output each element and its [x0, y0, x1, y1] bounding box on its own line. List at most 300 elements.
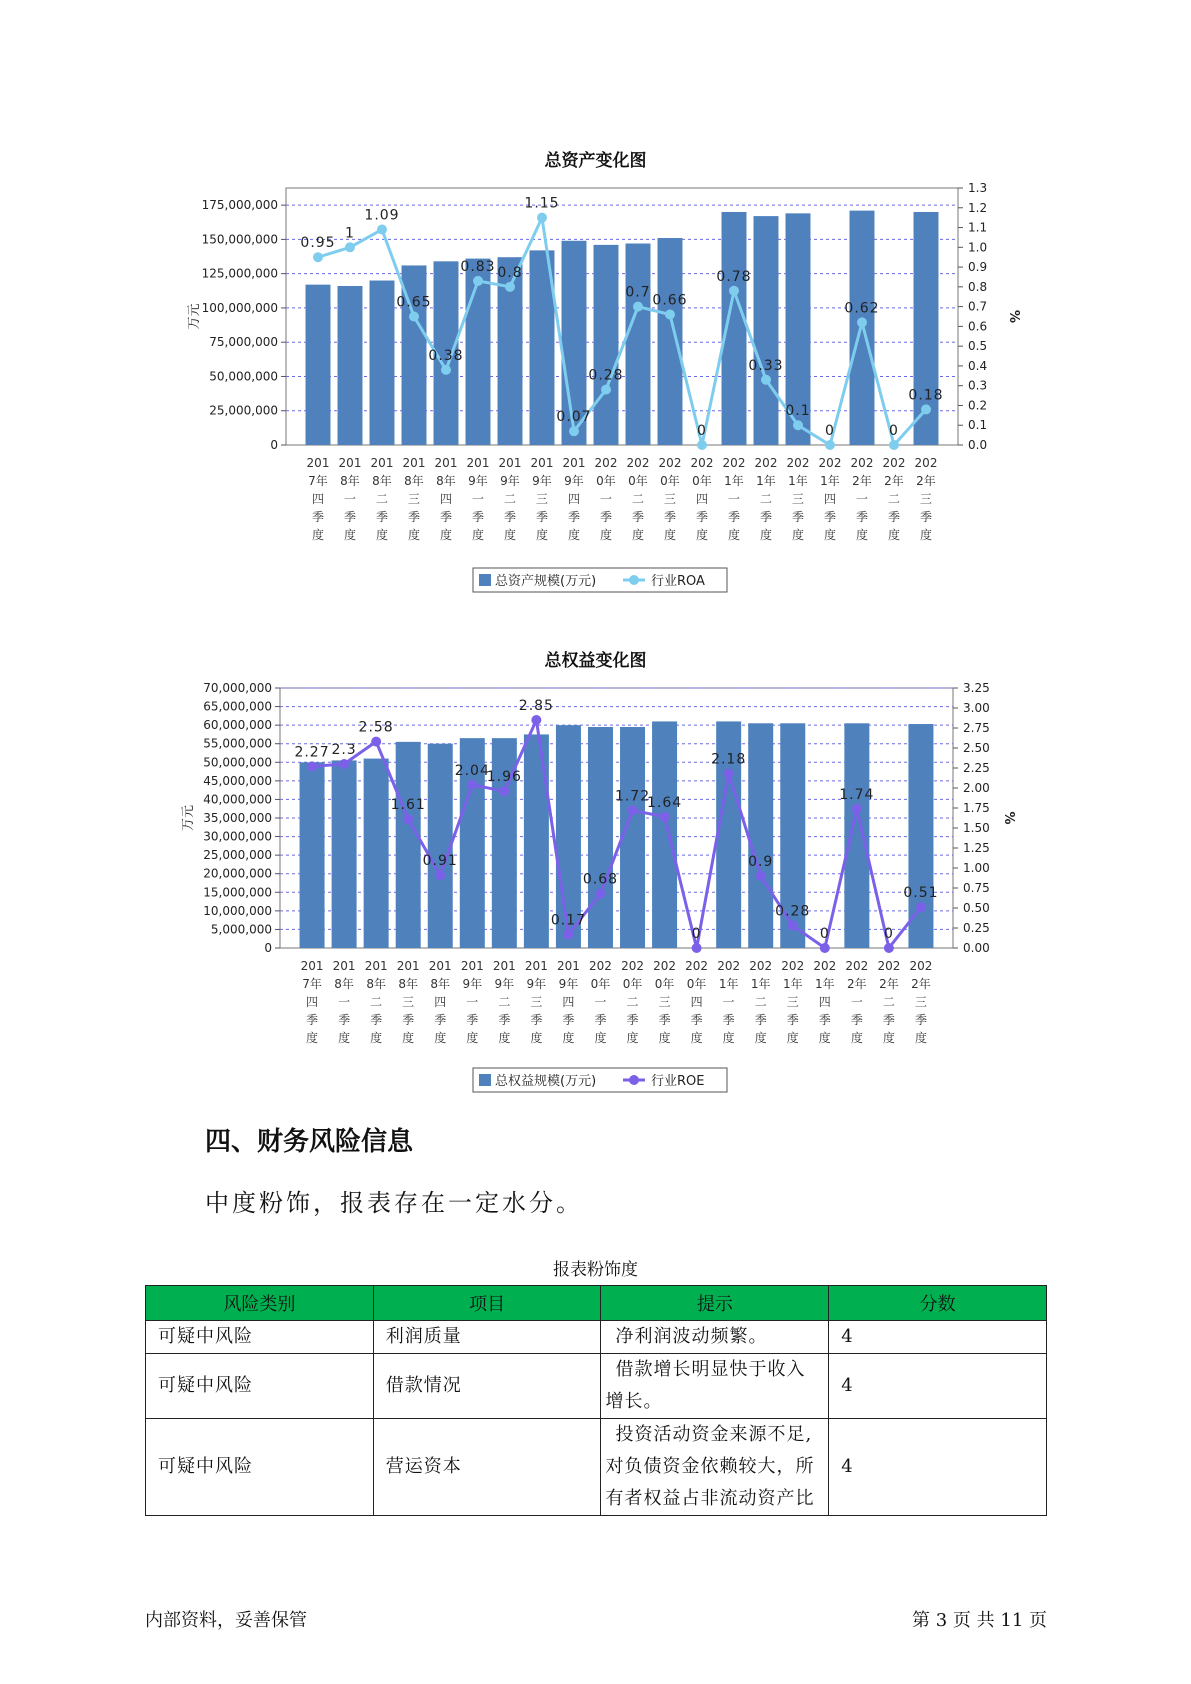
y2-tick-label: 0.75: [963, 881, 990, 895]
x-tick-label: 度: [407, 528, 421, 542]
table-cell: 借款增长明显快于收入增长。: [601, 1354, 829, 1419]
table-header-cell: 项目: [373, 1286, 601, 1321]
x-tick-label: 9年: [526, 977, 547, 991]
line-point: [761, 375, 771, 385]
line-point: [729, 286, 739, 296]
x-tick-label: 8年: [372, 474, 392, 488]
x-tick-label: 202: [882, 456, 906, 470]
y-tick-label: 15,000,000: [203, 885, 272, 900]
y2-tick-label: 1.0: [968, 240, 988, 255]
x-tick-label: 季: [338, 1013, 351, 1027]
x-tick-label: 7年: [302, 977, 322, 991]
x-tick-label: 9年: [564, 474, 584, 488]
x-tick-label: 四: [695, 492, 709, 506]
y2-tick-label: 1.75: [963, 801, 990, 815]
table-row: [146, 1419, 1047, 1516]
x-tick-label: 度: [311, 528, 325, 542]
y2-tick-label: 2.25: [963, 761, 990, 775]
x-tick-label: 二: [370, 995, 383, 1009]
table-header-cell: 分数: [829, 1286, 1047, 1321]
x-tick-label: 一: [594, 995, 607, 1009]
x-tick-label: 202: [845, 959, 869, 973]
x-tick-label: 7年: [308, 474, 328, 488]
data-label: 0.8: [497, 264, 523, 281]
x-tick-label: 201: [402, 456, 426, 470]
x-tick-label: 度: [530, 1031, 543, 1045]
data-label: 0.68: [582, 871, 619, 888]
x-tick-label: 三: [791, 492, 805, 506]
x-tick-label: 季: [311, 510, 325, 524]
data-label: 0.51: [903, 885, 939, 902]
data-label: 1.64: [646, 794, 683, 811]
legend-line-marker: [629, 1075, 639, 1085]
line-point: [563, 929, 573, 939]
x-tick-label: 二: [887, 492, 901, 506]
x-tick-label: 季: [658, 1013, 671, 1027]
x-tick-label: 度: [914, 1031, 927, 1045]
x-tick-label: 202: [626, 456, 650, 470]
bar: [396, 742, 421, 948]
table-header-cell: 提示: [601, 1286, 829, 1321]
data-label: 2.04: [454, 762, 490, 779]
x-tick-label: 度: [786, 1031, 799, 1045]
x-tick-label: 季: [690, 1013, 703, 1027]
x-tick-label: 三: [402, 995, 415, 1009]
x-tick-label: 季: [882, 1013, 895, 1027]
x-tick-label: 度: [498, 1031, 511, 1045]
y2-tick-label: 1.50: [963, 821, 990, 835]
x-tick-label: 季: [695, 510, 709, 524]
x-tick-label: 三: [919, 492, 933, 506]
x-tick-label: 一: [722, 995, 735, 1009]
y-tick-label: 10,000,000: [203, 903, 272, 918]
legend-line-label: 行业ROE: [651, 1074, 705, 1089]
x-tick-label: 季: [722, 1013, 735, 1027]
y2-tick-label: 1.1: [968, 220, 988, 235]
y-tick-label: 50,000,000: [209, 369, 278, 384]
y2-tick-label: 0.3: [968, 378, 988, 393]
x-tick-label: 三: [914, 995, 927, 1009]
x-tick-label: 二: [375, 492, 389, 506]
line-point: [884, 943, 894, 953]
x-tick-label: 度: [722, 1031, 735, 1045]
x-tick-label: 四: [823, 492, 837, 506]
line-point: [467, 780, 477, 790]
x-tick-label: 季: [503, 510, 517, 524]
x-tick-label: 季: [370, 1013, 383, 1027]
x-tick-label: 季: [791, 510, 805, 524]
data-label: 0: [819, 926, 830, 942]
line-point: [473, 276, 483, 286]
x-tick-label: 1年: [788, 474, 808, 488]
x-tick-label: 度: [663, 528, 677, 542]
x-tick-label: 一: [599, 492, 613, 506]
y2-tick-label: 2.50: [963, 741, 990, 755]
x-tick-label: 0年: [686, 977, 707, 991]
x-tick-label: 201: [562, 456, 586, 470]
y2-tick-label: 0.4: [968, 358, 988, 373]
x-tick-label: 度: [850, 1031, 863, 1045]
table-row: [146, 1354, 1047, 1419]
x-tick-label: 201: [530, 456, 554, 470]
y2-axis-label: %: [1001, 811, 1016, 825]
x-tick-label: 202: [850, 456, 874, 470]
y-tick-label: 5,000,000: [210, 922, 272, 937]
line-point: [307, 761, 317, 771]
data-label: 0: [825, 423, 835, 439]
chart-equity: [0, 670, 1191, 1110]
x-tick-label: 季: [306, 1013, 319, 1027]
line-point: [371, 737, 381, 747]
x-tick-label: 季: [466, 1013, 479, 1027]
bar: [338, 286, 363, 445]
x-tick-label: 度: [471, 528, 485, 542]
x-tick-label: 度: [439, 528, 453, 542]
x-tick-label: 季: [663, 510, 677, 524]
x-tick-label: 二: [754, 995, 767, 1009]
y2-tick-label: 1.00: [963, 861, 990, 875]
y-tick-label: 35,000,000: [203, 811, 272, 825]
chart-title-equity: 总权益变化图: [544, 651, 647, 671]
x-tick-label: 二: [759, 492, 773, 506]
line-point: [339, 759, 349, 769]
x-tick-label: 度: [562, 1031, 575, 1045]
x-tick-label: 度: [375, 528, 389, 542]
x-tick-label: 季: [818, 1013, 831, 1027]
risk-table: [145, 1285, 1047, 1516]
x-tick-label: 8年: [430, 977, 451, 991]
x-tick-label: 季: [631, 510, 645, 524]
line-point: [852, 804, 862, 814]
line-point: [537, 213, 547, 223]
x-tick-label: 1年: [718, 977, 739, 991]
line-point: [499, 786, 509, 796]
data-label: 0.9: [748, 854, 774, 870]
y2-tick-label: 0.0: [968, 438, 988, 452]
x-tick-label: 9年: [532, 474, 552, 488]
x-tick-label: 9年: [558, 977, 579, 991]
x-tick-label: 202: [877, 959, 901, 973]
bar: [594, 245, 619, 445]
data-label: 0: [889, 423, 899, 439]
x-tick-label: 8年: [436, 474, 456, 488]
line-point: [377, 225, 387, 235]
line-point: [628, 805, 638, 815]
x-tick-label: 1年: [782, 977, 803, 991]
x-tick-label: 202: [653, 959, 677, 973]
x-tick-label: 202: [749, 959, 773, 973]
x-tick-label: 度: [402, 1031, 415, 1045]
x-tick-label: 2年: [852, 474, 872, 488]
data-label: 0.78: [716, 268, 752, 285]
x-tick-label: 202: [909, 959, 933, 973]
bar: [658, 238, 683, 445]
x-tick-label: 季: [375, 510, 389, 524]
x-tick-label: 202: [818, 456, 842, 470]
bar: [748, 723, 773, 948]
x-tick-label: 度: [658, 1031, 671, 1045]
x-tick-label: 201: [466, 456, 490, 470]
y2-tick-label: 2.75: [963, 721, 990, 735]
y-tick-label: 0: [264, 941, 272, 955]
data-label: 1: [345, 225, 355, 242]
y2-tick-label: 0.1: [968, 418, 988, 433]
data-label: 0.17: [550, 912, 587, 929]
y2-tick-label: 0.9: [968, 260, 988, 275]
table-cell: 借款情况: [373, 1354, 601, 1419]
x-tick-label: 二: [631, 492, 645, 506]
bar: [428, 744, 453, 948]
legend-bar-swatch: [479, 574, 491, 586]
x-tick-label: 8年: [366, 977, 386, 991]
x-tick-label: 度: [882, 1031, 895, 1045]
x-tick-label: 季: [343, 510, 357, 524]
y-tick-label: 150,000,000: [201, 232, 278, 247]
x-tick-label: 季: [855, 510, 869, 524]
x-tick-label: 202: [589, 959, 612, 973]
x-tick-label: 一: [466, 995, 479, 1009]
x-tick-label: 9年: [500, 474, 520, 488]
bar: [844, 723, 869, 948]
data-label: 0.38: [428, 347, 464, 364]
y2-tick-label: 0.7: [968, 299, 988, 314]
x-tick-label: 1年: [724, 474, 744, 488]
x-tick-label: 季: [402, 1013, 415, 1027]
chart-title-assets: 总资产变化图: [544, 151, 647, 171]
data-label: 0.18: [908, 387, 944, 404]
data-label: 0.95: [300, 235, 336, 252]
x-tick-label: 201: [306, 456, 330, 470]
x-tick-label: 季: [919, 510, 933, 524]
table-cell: 4: [829, 1419, 1047, 1516]
x-tick-label: 一: [855, 492, 869, 506]
data-label: 1.96: [486, 769, 522, 786]
bar: [524, 734, 549, 948]
x-tick-label: 四: [690, 995, 703, 1009]
table-caption: 报表粉饰度: [553, 1260, 638, 1280]
x-tick-label: 9年: [462, 977, 483, 991]
data-label: 0.66: [652, 292, 688, 309]
x-tick-label: 201: [338, 456, 362, 470]
x-tick-label: 度: [503, 528, 517, 542]
bar: [306, 285, 331, 445]
bar: [370, 281, 395, 445]
data-label: 2.3: [331, 742, 357, 758]
y2-tick-label: 3.25: [963, 681, 990, 695]
y2-tick-label: 0.2: [968, 398, 988, 413]
bar: [652, 721, 677, 948]
line-point: [921, 404, 931, 414]
section-paragraph: 中度粉饰，报表存在一定水分。: [205, 1189, 583, 1217]
x-tick-label: 1年: [820, 474, 840, 488]
x-tick-label: 度: [338, 1031, 351, 1045]
x-tick-label: 度: [823, 528, 837, 542]
x-tick-label: 四: [306, 995, 319, 1009]
table-cell: 4: [829, 1321, 1047, 1354]
x-tick-label: 202: [754, 456, 778, 470]
x-tick-label: 202: [786, 456, 810, 470]
x-tick-label: 四: [818, 995, 831, 1009]
y2-tick-label: 0.25: [963, 921, 990, 935]
line-point: [531, 715, 541, 725]
x-tick-label: 度: [567, 528, 581, 542]
x-tick-label: 度: [887, 528, 901, 542]
y-tick-label: 60,000,000: [203, 718, 272, 733]
x-tick-label: 0年: [660, 474, 680, 488]
x-tick-label: 202: [717, 959, 741, 973]
x-tick-label: 度: [855, 528, 869, 542]
y-tick-label: 50,000,000: [203, 755, 272, 770]
y2-axis-label: %: [1006, 309, 1021, 324]
x-tick-label: 度: [754, 1031, 767, 1045]
x-tick-label: 季: [434, 1013, 447, 1027]
y-tick-label: 45,000,000: [203, 773, 272, 788]
table-cell: 可疑中风险: [146, 1321, 374, 1354]
table-header-row: [146, 1286, 1047, 1321]
y-tick-label: 55,000,000: [203, 736, 272, 751]
x-tick-label: 一: [338, 995, 351, 1009]
x-tick-label: 度: [343, 528, 357, 542]
x-tick-label: 二: [503, 492, 517, 506]
data-label: 0.07: [556, 409, 592, 426]
x-tick-label: 度: [434, 1031, 447, 1045]
x-tick-label: 季: [562, 1013, 575, 1027]
data-label: 0.91: [422, 853, 458, 870]
y2-tick-label: 1.3: [968, 181, 988, 195]
y-tick-label: 70,000,000: [203, 681, 272, 695]
x-tick-label: 0年: [596, 474, 616, 488]
data-label: 0.1: [785, 403, 811, 420]
x-tick-label: 季: [626, 1013, 639, 1027]
line-point: [660, 812, 670, 822]
data-label: 0.62: [844, 300, 880, 317]
x-tick-label: 季: [759, 510, 773, 524]
x-tick-label: 度: [631, 528, 645, 542]
line-point: [403, 814, 413, 824]
y-axis-label: 万元: [181, 804, 196, 832]
y-axis-label: 万元: [187, 303, 202, 330]
x-tick-label: 一: [727, 492, 741, 506]
x-tick-label: 度: [306, 1031, 319, 1045]
x-tick-label: 季: [599, 510, 613, 524]
x-tick-label: 201: [364, 959, 388, 973]
x-tick-label: 202: [690, 456, 714, 470]
x-tick-label: 2年: [884, 474, 904, 488]
x-tick-label: 季: [823, 510, 837, 524]
x-tick-label: 四: [311, 492, 325, 506]
x-tick-label: 202: [658, 456, 682, 470]
line-point: [788, 921, 798, 931]
y-tick-label: 125,000,000: [201, 266, 278, 281]
x-tick-label: 1年: [814, 977, 835, 991]
line-point: [345, 242, 355, 252]
x-tick-label: 0年: [590, 977, 611, 991]
x-tick-label: 季: [498, 1013, 511, 1027]
x-tick-label: 201: [498, 456, 522, 470]
x-tick-label: 202: [621, 959, 644, 973]
x-tick-label: 201: [460, 959, 484, 973]
line-point: [505, 282, 515, 292]
y2-tick-label: 1.25: [963, 841, 990, 855]
legend-bar-swatch: [479, 1074, 491, 1086]
x-tick-label: 2年: [847, 977, 867, 991]
table-cell: 可疑中风险: [146, 1419, 374, 1516]
x-tick-label: 季: [594, 1013, 607, 1027]
x-tick-label: 度: [690, 1031, 703, 1045]
x-tick-label: 202: [813, 959, 837, 973]
x-tick-label: 2年: [879, 977, 899, 991]
x-tick-label: 201: [492, 959, 516, 973]
x-tick-label: 季: [530, 1013, 543, 1027]
x-tick-label: 201: [524, 959, 548, 973]
x-tick-label: 度: [626, 1031, 639, 1045]
data-label: 0.28: [588, 367, 624, 384]
y-tick-label: 40,000,000: [203, 792, 272, 807]
y-tick-label: 100,000,000: [201, 300, 278, 315]
x-tick-label: 度: [818, 1031, 831, 1045]
y2-tick-label: 2.00: [963, 781, 990, 795]
line-point: [889, 440, 899, 450]
data-label: 2.27: [294, 744, 330, 761]
x-tick-label: 四: [567, 492, 581, 506]
x-tick-label: 0年: [622, 977, 643, 991]
x-tick-label: 季: [754, 1013, 767, 1027]
x-tick-label: 季: [786, 1013, 799, 1027]
x-tick-label: 三: [658, 995, 671, 1009]
x-tick-label: 四: [434, 995, 447, 1009]
y-tick-label: 175,000,000: [201, 198, 278, 213]
x-tick-label: 2年: [911, 977, 931, 991]
legend-line-marker: [629, 575, 639, 585]
data-label: 0.83: [460, 258, 496, 275]
line-point: [569, 426, 579, 436]
x-tick-label: 度: [695, 528, 709, 542]
data-label: 0.28: [775, 903, 811, 920]
x-tick-label: 季: [887, 510, 901, 524]
line-point: [409, 312, 419, 322]
x-tick-label: 季: [471, 510, 485, 524]
x-tick-label: 202: [685, 959, 709, 973]
bar: [588, 727, 613, 948]
bar: [754, 216, 779, 445]
y-tick-label: 25,000,000: [209, 403, 278, 418]
x-tick-label: 季: [850, 1013, 863, 1027]
x-tick-label: 四: [562, 995, 575, 1009]
line-point: [441, 365, 451, 375]
x-tick-label: 四: [439, 492, 453, 506]
x-tick-label: 8年: [404, 474, 424, 488]
x-tick-label: 9年: [494, 977, 515, 991]
bar: [332, 760, 357, 948]
x-tick-label: 202: [722, 456, 746, 470]
table-cell: 净利润波动频繁。: [601, 1321, 829, 1354]
y2-tick-label: 0.6: [968, 319, 988, 334]
x-tick-label: 一: [343, 492, 357, 506]
y2-tick-label: 0.50: [963, 901, 990, 915]
x-tick-label: 度: [594, 1031, 607, 1045]
x-tick-label: 度: [759, 528, 773, 542]
table-cell: 利润质量: [373, 1321, 601, 1354]
chart-assets: [0, 170, 1191, 610]
x-tick-label: 季: [439, 510, 453, 524]
line-point: [697, 440, 707, 450]
y-tick-label: 20,000,000: [203, 866, 272, 881]
x-tick-label: 201: [370, 456, 394, 470]
x-tick-label: 1年: [756, 474, 776, 488]
x-tick-label: 9年: [468, 474, 488, 488]
table-cell: 营运资本: [373, 1419, 601, 1516]
footer-page-number: 第 3 页 共 11 页: [912, 1610, 1047, 1631]
